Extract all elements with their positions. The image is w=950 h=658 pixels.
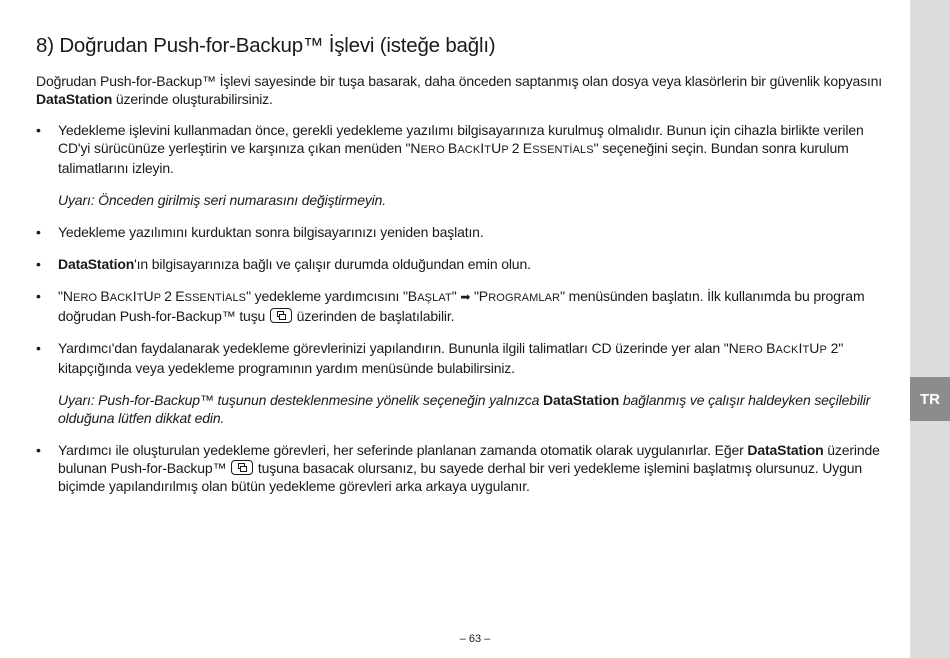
bullet: • bbox=[36, 122, 41, 138]
side-margin-bar bbox=[910, 0, 950, 658]
note-brand: DataStation bbox=[542, 392, 620, 408]
note-text-1: Uyarı: Push-for-Backup™ tuşunun desteklenmesine yönelik seçeneğin yalnızca bbox=[58, 392, 543, 408]
intro-paragraph bbox=[36, 72, 898, 108]
software-name: NERO BACKITUP 2 ESSENTİALS bbox=[62, 288, 247, 304]
item-6-text-1: Yardımcı ile oluşturulan yedekleme görevleri, her seferinde planlanan zamanda otomatik olarak uygulanırlar. Eğer bbox=[58, 442, 748, 458]
intro-brand: DataStation bbox=[36, 91, 113, 107]
backup-key-icon bbox=[270, 308, 292, 323]
item-6-text-2: üzerinde bulunan Push-for-Backup™ bbox=[58, 442, 880, 476]
arrow-right-icon: ➡ bbox=[460, 290, 471, 304]
item-1-text-2: " seçeneğini seçin. Bundan sonra kurulum talimatlarını izleyin. bbox=[58, 140, 849, 176]
list-item-6 bbox=[36, 441, 898, 495]
item-4-text-1: " yedekleme yardımcısını " bbox=[246, 288, 408, 304]
list-item-2 bbox=[36, 223, 898, 241]
menu-start: BAŞLAT bbox=[407, 288, 452, 304]
bullet: • bbox=[36, 224, 41, 240]
item-4-text-2: " menüsünden başlatın. İlk kullanımda bu program doğrudan Push-for-Backup™ tuşu bbox=[58, 288, 865, 324]
bullet: • bbox=[36, 340, 41, 356]
item-5-text-1: Yardımcı'dan faydalanarak yedekleme görevlerinizi yapılandırın. Bununla ilgili talimatları CD üzerinde yer alan " bbox=[58, 340, 729, 356]
note-push-button bbox=[36, 391, 898, 427]
note-text-2: bağlanmış ve çalışır haldeyken seçilebilir olduğuna lütfen dikkat edin. bbox=[58, 392, 871, 426]
item-5-text-2: 2" kitapçığında veya yedekleme programının yardım menüsünde bulabilirsiniz. bbox=[58, 340, 844, 376]
intro-text-2: üzerinde oluşturabilirsiniz. bbox=[112, 91, 273, 107]
list-item-5 bbox=[36, 339, 898, 377]
bullet: • bbox=[36, 288, 41, 304]
bullet: • bbox=[36, 442, 41, 458]
list-item-3 bbox=[36, 255, 898, 273]
page-title: 8) Doğrudan Push-for-Backup™ İşlevi (isteğe bağlı) bbox=[36, 34, 496, 57]
item-4-text-3: üzerinden de başlatılabilir. bbox=[292, 308, 455, 324]
item-3-text: 'ın bilgisayarınıza bağlı ve çalışır durumda olduğundan emin olun. bbox=[134, 256, 531, 272]
item-2-text: Yedekleme yazılımını kurduktan sonra bilgisayarınızı yeniden başlatın. bbox=[58, 224, 484, 240]
menu-programs: PROGRAMLAR bbox=[478, 288, 561, 304]
software-name: NERO BACKITUP 2 ESSENTİALS bbox=[410, 140, 594, 156]
intro-text-1: Doğrudan Push-for-Backup™ İşlevi sayesinde bir tuşa basarak, daha önceden saptanmış olan dosya veya klasörlerin bir güvenlik kopyasını bbox=[36, 73, 883, 89]
item-1-text-1: Yedekleme işlevini kullanmadan önce, gerekli yedekleme yazılımı bilgisayarınıza kurulmuş olmalıdır. Bunun için cihazla birlikte verilen CD'yi sürücünüze yerleştirin ve karşınıza çıkan menüden " bbox=[58, 122, 864, 156]
page-content bbox=[36, 32, 898, 509]
list-item-4: • "NERO BACKITUP 2 ESSENTİALS" yedekleme yardımcısını "BAŞLAT" ➡ "PROGRAMLAR" menüsünden başlatın. İlk kullanımda bu program doğrudan Push-for-Backup™ tuşu üzerinden de başlatılabilir. bbox=[36, 288, 865, 324]
software-name: NERO BACKITUP bbox=[728, 340, 827, 356]
item-3-brand: DataStation bbox=[58, 256, 135, 272]
bullet: • bbox=[36, 256, 41, 272]
note-serial: Uyarı: Önceden girilmiş seri numarasını değiştirmeyin. bbox=[58, 192, 387, 208]
item-6-brand: DataStation bbox=[747, 442, 824, 458]
item-6-text-3: tuşuna basacak olursanız, bu sayede derhal bir veri yedekleme işlemini başlatmış olursunuz. Uygun biçimde yapılandırılmış olan bütün yedekleme görevleri arka arkaya uygulanır. bbox=[58, 460, 862, 494]
backup-key-icon bbox=[231, 460, 253, 475]
page-number: – 63 – bbox=[459, 633, 491, 645]
list-item-1 bbox=[36, 121, 898, 177]
language-tab[interactable]: TR bbox=[910, 377, 950, 421]
